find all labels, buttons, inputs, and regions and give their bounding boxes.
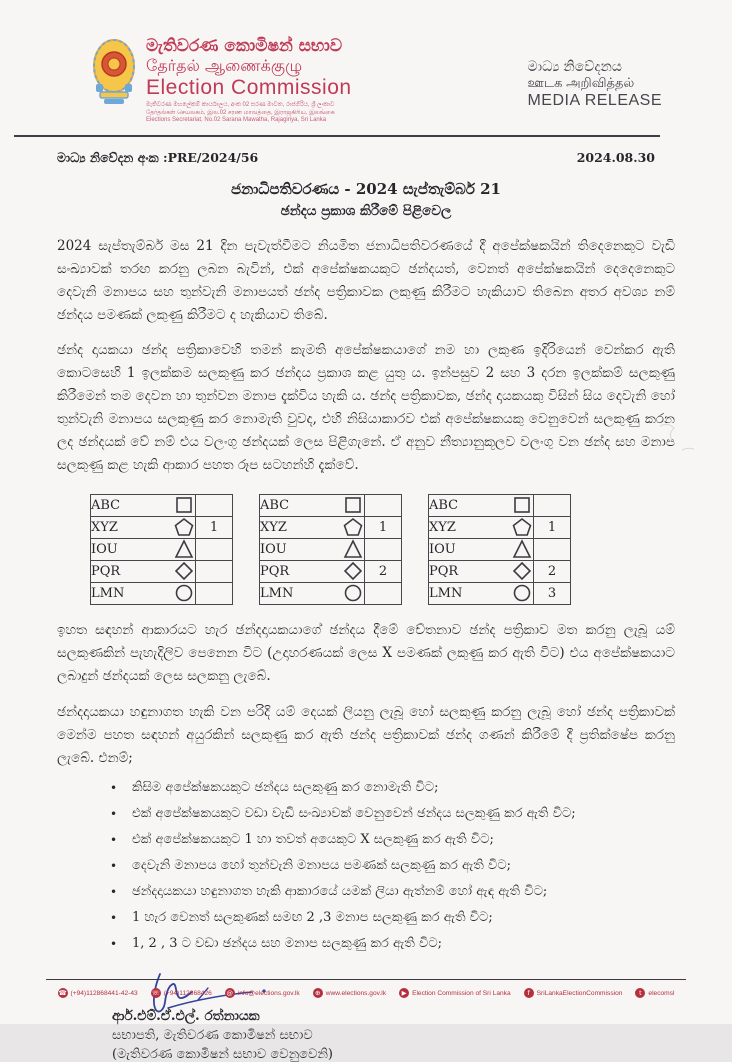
bullet-text: 1, 2 , 3 ට වඩා ඡන්දය සහ මනාප සලකුණු කර ඇති විට; <box>132 935 443 951</box>
facebook-icon: f <box>524 988 534 998</box>
table-row <box>429 560 571 582</box>
phone-contact <box>58 988 138 998</box>
preference-mark <box>196 560 233 582</box>
table-row <box>429 516 571 538</box>
table-row <box>260 538 402 560</box>
paragraph-3: ඉහත සඳහන් ආකාරයට හැර ඡන්දදායකයාගේ ඡන්දය දීමේ චේතනාව ඡන්ද පත්‍රිකාව මත කරනු ලැබූ යම් සලකුණකින් පැහැදිලිව පෙනෙන විට (උදාහරණයක් ලෙස X පමණක් ලකුණු කර ඇති විට) එය අපේක්ෂකයාට ලබාදුන් ඡන්දයක් ලෙස සලකනු ලැබේ. <box>57 621 675 684</box>
paragraph-4: ඡන්දදායකයා හඳුනාගත හැකි වන පරිදි යම් දෙයක් ලියනු ලැබූ හෝ සලකුණු කරනු ලැබූ හෝ ඡන්ද පත්‍රිකාවක් මෙන්ම පහත සඳහන් අයුරකින් සලකුණු කර ඇති ඡන්ද පත්‍රිකාවක් ඡන්ද ගණන් කිරීමේ දී ප්‍රතික්ෂේප කරනු ලැබේ. එනම්; <box>57 703 675 766</box>
party-code: PQR <box>260 563 290 579</box>
party-code: PQR <box>91 563 121 579</box>
body-continued <box>0 619 732 770</box>
table-row <box>260 516 402 538</box>
media-release-heading <box>527 58 662 125</box>
media-release-tamil: ஊடக அறிவித்தல் <box>527 75 635 90</box>
release-number: මාධ්‍ය නිවේදන අංක :PRE/2024/56 <box>57 149 259 165</box>
commission-names <box>146 36 352 125</box>
bullet-text: කිසිම අපේක්ෂකයකුට ඡන්දය සලකුණු කර නොමැති විට; <box>132 779 439 795</box>
bullet-text: එක් අපේක්ෂකයකුට 1 හා තවත් අයෙකුට X සලකුණු කර ඇති විට; <box>132 831 494 847</box>
bullet-marker: • <box>110 936 118 951</box>
media-release-english: MEDIA RELEASE <box>527 92 662 109</box>
ballot-example-1 <box>90 494 233 605</box>
table-row <box>260 560 402 582</box>
party-code: IOU <box>260 541 287 557</box>
body <box>0 235 732 477</box>
list-item <box>110 831 675 848</box>
youtube-channel <box>399 988 511 998</box>
phone-icon: ☎ <box>58 989 67 997</box>
diamond-icon <box>173 561 195 581</box>
list-item <box>110 857 675 874</box>
contact-text: SriLankaElectionCommission <box>536 989 623 997</box>
preference-mark <box>534 538 571 560</box>
party-code: LMN <box>429 585 463 601</box>
list-item <box>110 935 675 952</box>
preference-mark <box>534 494 571 516</box>
ballot-example-3 <box>428 494 571 605</box>
preference-mark <box>196 538 233 560</box>
fax-icon: ☏ <box>151 989 160 997</box>
contact-text: Election Commission of Sri Lanka <box>412 989 511 997</box>
bullet-marker: • <box>110 780 118 795</box>
table-row <box>91 516 233 538</box>
signatory-position: සභාපති, මැතිවරණ කොමිෂන් සභාව <box>112 1027 313 1043</box>
preference-mark: 3 <box>534 582 571 604</box>
document-title: ජනාධිපතිවරණය - 2024 සැප්තැම්බර් 21 <box>231 179 501 198</box>
address-english: Elections Secretariat, No.02 Sarana Mawatha, Rajagiriya, Sri Lanka <box>146 117 327 123</box>
table-row <box>91 538 233 560</box>
pencil-scan-artifact <box>652 416 702 466</box>
table-row <box>429 494 571 516</box>
org-name-sinhala: මැතිවරණ කොමිෂන් සභාව <box>146 36 343 56</box>
party-code: IOU <box>429 541 456 557</box>
signatory-name: ආර්.එම්.ඒ.එල්. රත්නායක <box>112 1007 260 1024</box>
preference-mark <box>365 582 402 604</box>
party-code: ABC <box>429 497 459 513</box>
triangle-icon <box>511 539 533 559</box>
preference-mark <box>196 582 233 604</box>
bullet-marker: • <box>110 910 118 925</box>
pentagon-icon <box>342 517 364 537</box>
party-code: LMN <box>91 585 125 601</box>
bullet-text: එක් අපේක්ෂකයකුට වඩා වැඩි සංඛ්‍යාවක් වෙනුවෙන් ඡන්දය සලකුණු කර ඇති විට; <box>132 805 576 821</box>
preference-mark: 2 <box>534 560 571 582</box>
contact-text: info@elections.gov.lk <box>237 989 300 997</box>
party-code: PQR <box>429 563 459 579</box>
list-item <box>110 883 675 900</box>
letterhead <box>0 0 732 125</box>
ballot-example-2 <box>259 494 402 605</box>
square-icon <box>342 495 364 515</box>
footer-divider <box>46 979 686 980</box>
preference-mark <box>365 494 402 516</box>
diamond-icon <box>342 561 364 581</box>
square-icon <box>511 495 533 515</box>
circle-icon <box>342 583 364 603</box>
paragraph-2: ඡන්ද දායකයා ඡන්ද පත්‍රිකාවෙහි තමන් කැමති අපේක්ෂකයාගේ නම හා ලකුණ ඉදිරියෙන් වෙන්කර ඇති කොටසෙහි 1 ඉලක්කම සලකුණු කර ඡන්දය ප්‍රකාශ කළ යුතු ය. ඉන්පසුව 2 සහ 3 දරන ඉලක්කම් සලකුණු කිරීමෙන් තම දෙවන හා තුන්වන මනාප දැක්විය හැකි ය. ඡන්ද පත්‍රිකාවක, ඡන්ද දායකයකු විසින් සිය දෙවැනි හෝ තුන්වැනි මනාපය සලකුණු කර නොමැති වුවද, එහි නිසියාකාරව එක් අපේක්ෂකයකු වෙනුවෙන් සලකුණු කරන ලද ඡන්දයක් වේ නම් එය වලංගු ඡන්දයක් ලෙස පිළිගැනේ. ඒ අනුව නීත්‍යානුකූලව වලංගු වන ඡන්ද සහ මනාප සලකුණු කළ හැකි ආකාර පහත රූප සටහන්හි දැක්වේ. <box>57 341 675 473</box>
ballot-examples <box>90 494 732 605</box>
fax-contact <box>151 988 212 998</box>
circle-icon <box>173 583 195 603</box>
twitter-icon: t <box>635 988 645 998</box>
preference-mark: 1 <box>365 516 402 538</box>
party-code: ABC <box>260 497 290 513</box>
preference-mark: 1 <box>534 516 571 538</box>
sri-lanka-national-emblem-icon <box>92 36 136 125</box>
bullet-text: ඡන්දදායකයා හඳුනාගත හැකි ආකාරයේ යමක් ලියා ඇත්නම් හෝ ඇඳ ඇති විට; <box>132 883 548 899</box>
youtube-icon: ▶ <box>399 988 409 998</box>
email-icon: @ <box>226 989 234 997</box>
party-code: XYZ <box>429 519 456 535</box>
list-item <box>110 909 675 926</box>
bullet-text: 1 හැර වෙනත් සලකුණක් සමඟ 2 ,3 මනාප සලකුණු කර ඇති විට; <box>132 909 493 925</box>
org-name-english: Election Commission <box>146 76 352 99</box>
list-item <box>110 779 675 796</box>
bullet-text: දෙවැනි මනාපය හෝ තුන්වැනි මනාපය පමණක් සලකුණු කර ඇති විට; <box>132 857 512 873</box>
twitter-handle <box>635 988 674 998</box>
table-row <box>91 560 233 582</box>
preference-mark <box>196 494 233 516</box>
signatory-behalf: (මැතිවරණ කොමිෂන් සභාව වෙනුවෙනි) <box>112 1046 333 1062</box>
contact-text: elecomsl <box>648 989 675 997</box>
table-row <box>429 538 571 560</box>
website-icon: ⊕ <box>313 988 323 998</box>
table-row <box>91 582 233 604</box>
preference-mark: 2 <box>365 560 402 582</box>
rejection-conditions-list <box>0 779 732 952</box>
contact-text: (+94)112868441-42-43 <box>70 989 138 997</box>
contact-text: www.elections.gov.lk <box>325 989 387 997</box>
pentagon-icon <box>173 517 195 537</box>
website-link <box>313 988 386 998</box>
table-row <box>260 582 402 604</box>
bullet-marker: • <box>110 858 118 873</box>
circle-icon <box>511 583 533 603</box>
preference-mark <box>365 538 402 560</box>
triangle-icon <box>173 539 195 559</box>
table-row <box>91 494 233 516</box>
release-date: 2024.08.30 <box>576 149 655 165</box>
paragraph-1: 2024 සැප්තැම්බර් මස 21 දින පැවැත්වීමට නියමිත ජනාධිපතිවරණයේ දී අපේක්ෂකයින් තිදෙනෙකුට වැඩි සංඛ්‍යාවක් තරඟ කරනු ලබන බැවින්, එක් අපේක්ෂකයකුට ඡන්දයත්, වෙනත් අපේක්ෂකයින් දෙදෙනෙකුට දෙවැනි මනාපය සහ තුන්වැනි මනාපයත් ඡන්ද පත්‍රිකාවක ලකුණු කිරීමට හැකියාව තිබෙන අතර අවශ්‍ය නම් ඡන්දය පමණක් ලකුණු කිරීමට ද හැකියාව තිබේ. <box>57 237 675 323</box>
preference-mark: 1 <box>196 516 233 538</box>
contact-text: (+94)112868426 <box>163 989 212 997</box>
triangle-icon <box>342 539 364 559</box>
table-row <box>429 582 571 604</box>
table-row <box>260 494 402 516</box>
email-contact <box>225 988 300 998</box>
bullet-marker: • <box>110 806 118 821</box>
commission-brand <box>92 36 352 125</box>
secretariat-address <box>146 102 352 125</box>
party-code: XYZ <box>91 519 118 535</box>
address-tamil: தேர்தல்கள் செயலகம், இல.02 சரண மாவத்தை, இராஜகிரிய, இலங்கை <box>146 109 335 116</box>
media-release-sinhala: මාධ්‍ය නිවේදනය <box>527 58 622 74</box>
party-code: LMN <box>260 585 294 601</box>
pentagon-icon <box>511 517 533 537</box>
square-icon <box>173 495 195 515</box>
address-sinhala: මැතිවරණ මහලේකම් කාර්යාලය, අංක 02 සරණ මාවත, රාජගිරිය, ශ්‍රී ලංකාව <box>146 102 335 108</box>
party-code: IOU <box>91 541 118 557</box>
document-subtitle: ඡන්දය ප්‍රකාශ කිරීමේ පිළිවෙල <box>280 202 452 219</box>
reference-line <box>0 137 732 166</box>
diamond-icon <box>511 561 533 581</box>
contact-footer <box>0 979 732 998</box>
bullet-marker: • <box>110 832 118 847</box>
bullet-marker: • <box>110 884 118 899</box>
contact-items <box>0 988 732 998</box>
party-code: XYZ <box>260 519 287 535</box>
list-item <box>110 805 675 822</box>
org-name-tamil: தேர்தல் ஆணைக்குழு <box>146 56 303 75</box>
party-code: ABC <box>91 497 121 513</box>
facebook-page <box>524 988 623 998</box>
